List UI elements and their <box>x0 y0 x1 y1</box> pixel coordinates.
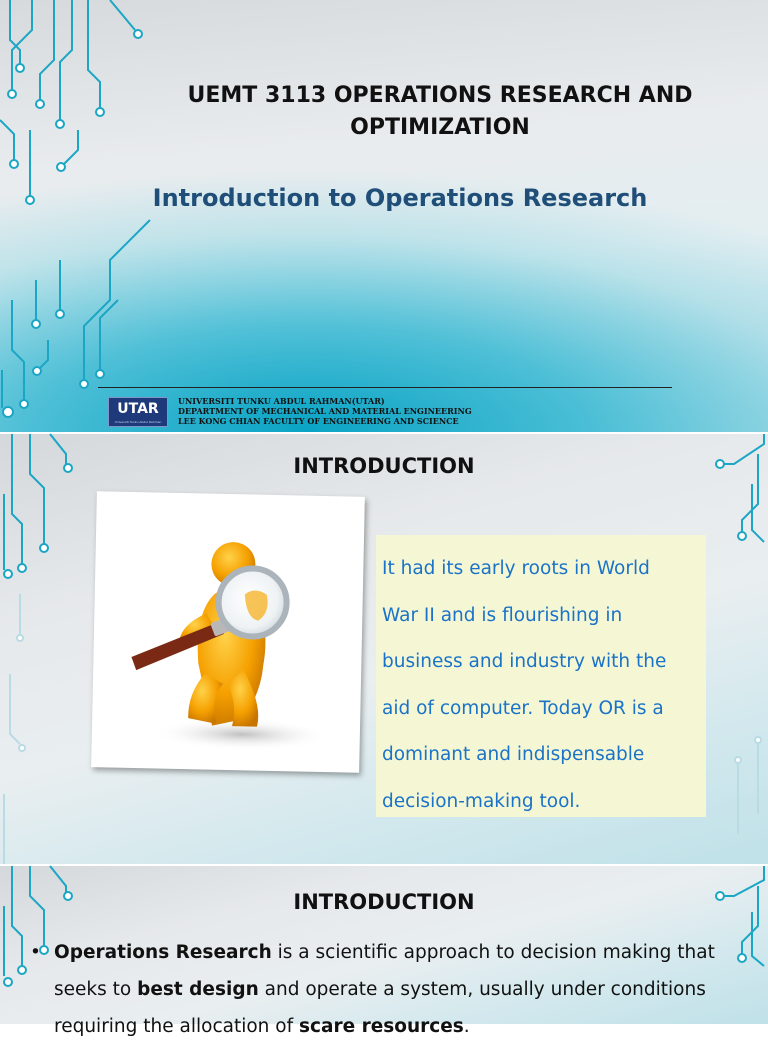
magnifying-glass-figure-image <box>91 491 365 773</box>
circuit-decoration-icon <box>0 434 90 864</box>
description-line-6: decision-making tool. <box>382 790 581 812</box>
description-line-2: War II and is flourishing in <box>382 604 623 626</box>
institution-line-3: LEE KONG CHIAN FACULTY OF ENGINEERING AND SCIENCE <box>178 416 459 426</box>
institution-line-2: DEPARTMENT OF MECHANICAL AND MATERIAL ENGINEERING <box>178 406 472 416</box>
title-slide <box>0 0 768 432</box>
description-line-4: aid of computer. Today OR is a <box>382 697 664 719</box>
utar-logo-subtext: Universiti Tunku Abdul Rahman <box>114 420 162 424</box>
course-title-line-2: OPTIMIZATION <box>350 115 530 140</box>
term-operations-research: Operations Research <box>54 942 272 963</box>
institution-line-1: UNIVERSITI TUNKU ABDUL RAHMAN(UTAR) <box>178 396 385 406</box>
definition-text-2: and operate a system, usually under conditions requiring the allocation of <box>54 979 706 1037</box>
description-line-5: dominant and indispensable <box>382 744 645 765</box>
term-scare-resources: scare resources <box>299 1016 464 1037</box>
slide-heading: INTRODUCTION <box>293 454 475 478</box>
definition-slide <box>0 866 768 1037</box>
bullet-dot: • <box>30 942 41 963</box>
course-title <box>150 80 730 144</box>
circuit-decoration-icon <box>0 0 180 432</box>
introduction-slide <box>0 434 768 864</box>
term-best-design: best design <box>137 979 259 1000</box>
institution-info <box>178 396 472 426</box>
definition-bullet <box>30 934 734 1045</box>
definition-text-1: is a scientific approach to decision making that seeks to <box>54 942 715 1000</box>
definition-text-3: . <box>463 1016 470 1037</box>
course-title-line-1: UEMT 3113 OPERATIONS RESEARCH AND <box>187 83 693 108</box>
utar-logo-text: UTAR <box>117 401 159 417</box>
utar-logo <box>108 397 168 427</box>
slide-heading: INTRODUCTION <box>293 890 475 914</box>
description-textbox <box>376 535 706 817</box>
circuit-decoration-icon <box>698 434 768 864</box>
lecture-subtitle: Introduction to Operations Research <box>152 184 648 212</box>
divider-line <box>98 387 672 388</box>
description-line-3: business and industry with the <box>382 651 667 672</box>
magnifying-glass-figure-icon <box>91 491 365 773</box>
description-line-1: It had its early roots in World <box>382 558 650 579</box>
